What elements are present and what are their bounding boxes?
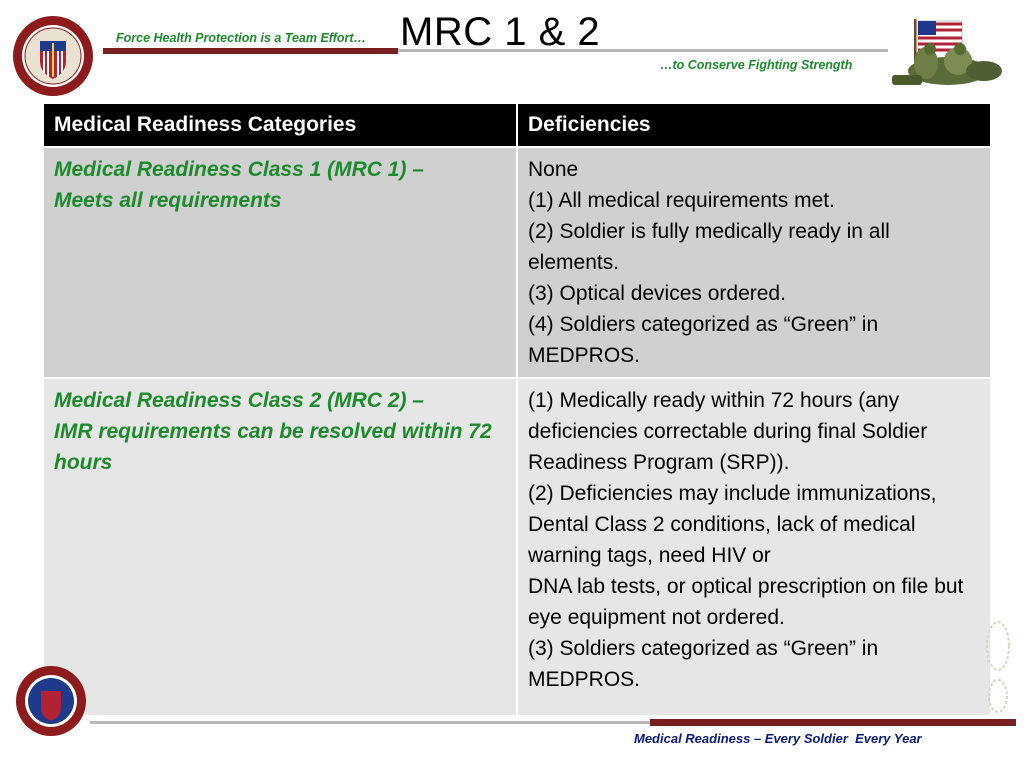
soldiers-flag-illustration <box>888 15 1012 93</box>
footer-rule-light <box>90 721 650 724</box>
deficiency-line: (4) Soldiers categorized as “Green” in MEDPROS. <box>528 313 879 367</box>
column-header-deficiencies: Deficiencies <box>517 103 991 147</box>
deficiency-cell-mrc2 <box>517 378 991 716</box>
table-header-row <box>43 103 991 147</box>
slide-title: MRC 1 & 2 <box>400 10 601 54</box>
category-line: IMR requirements can be resolved within 72 hours <box>54 420 492 474</box>
category-cell-mrc2 <box>43 378 517 716</box>
deficiency-line: (3) Soldiers categorized as “Green” in MEDPROS. <box>528 637 879 691</box>
deficiency-line: (2) Deficiencies may include immunizations, Dental Class 2 conditions, lack of medical warning tags, need HIV or <box>528 482 937 567</box>
category-line: Medical Readiness Class 1 (MRC 1) – <box>54 158 424 181</box>
category-line: Medical Readiness Class 2 (MRC 2) – <box>54 389 424 412</box>
tagline-fighting-strength: …to Conserve Fighting Strength <box>660 58 853 72</box>
bootprint-watermark-icon <box>984 620 1012 716</box>
table-row-mrc1 <box>43 147 991 378</box>
table-row-mrc2 <box>43 378 991 716</box>
column-header-categories: Medical Readiness Categories <box>43 103 517 147</box>
deficiency-line: (2) Soldier is fully medically ready in all elements. <box>528 220 890 274</box>
footer-rule-dark <box>650 719 1016 726</box>
category-line: Meets all requirements <box>54 189 282 212</box>
medical-readiness-table <box>42 102 990 717</box>
deficiency-line: DNA lab tests, or optical prescription on file but eye equipment not ordered. <box>528 575 964 629</box>
deficiency-line: (1) All medical requirements met. <box>528 189 835 212</box>
deficiency-cell-mrc1 <box>517 147 991 378</box>
category-cell-mrc1 <box>43 147 517 378</box>
deficiency-line: None <box>528 158 579 181</box>
tagline-team-effort: Force Health Protection is a Team Effort… <box>116 31 367 45</box>
header-rule-dark <box>103 48 398 54</box>
deficiency-line: (3) Optical devices ordered. <box>528 282 786 305</box>
deficiency-line: (1) Medically ready within 72 hours (any deficiencies correctable during final Soldier Readiness Program (SRP)). <box>528 389 928 474</box>
footer-slogan: Medical Readiness – Every Soldier Every Year <box>634 731 922 746</box>
army-national-guard-medical-team-seal <box>12 15 94 97</box>
army-national-guard-seal-footer <box>15 665 87 737</box>
